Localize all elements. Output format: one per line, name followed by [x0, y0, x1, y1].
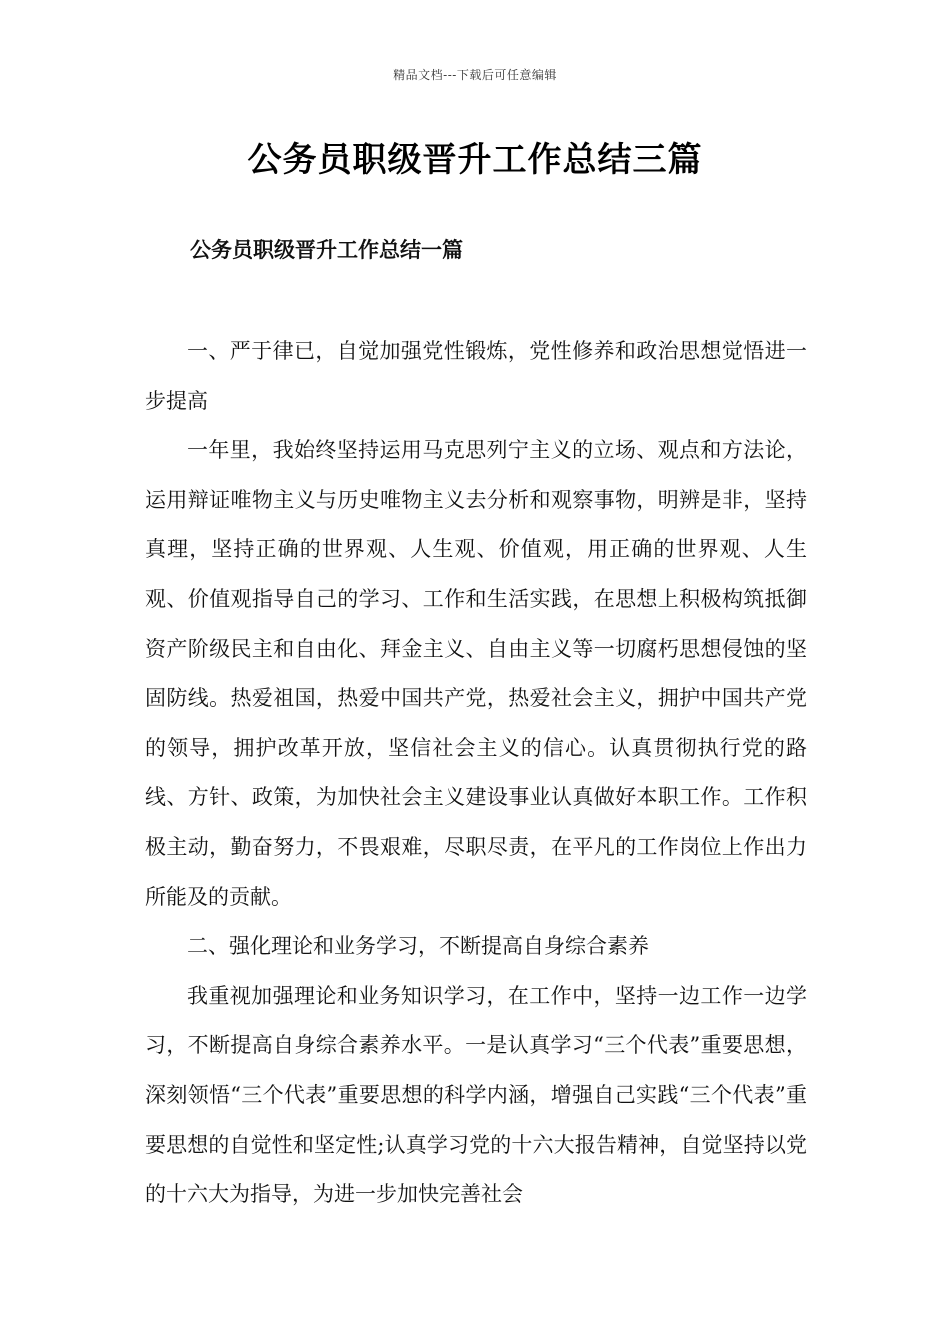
header-note: 精品文档---下载后可任意编辑: [393, 68, 557, 82]
document-title: 公务员职级晋升工作总结三篇: [247, 140, 703, 180]
body-paragraph-2: 我重视加强理论和业务知识学习，在工作中，坚持一边工作一边学习，不断提高自身综合素养水平。一是认真学习“三个代表”重要思想，深刻领悟“三个代表”重要思想的科学内涵，增强自己实践“三个代表”重要思想的自觉性和坚定性;认真学习党的十六大报告精神，自觉坚持以党的十六大为指导，为进一步加快完善社会: [145, 983, 807, 1207]
heading-paragraph-1: 一、严于律已，自觉加强党性锻炼，党性修养和政治思想觉悟进一步提高: [145, 339, 807, 413]
body-paragraph-1: 一年里，我始终坚持运用马克思列宁主义的立场、观点和方法论，运用辩证唯物主义与历史唯物主义去分析和观察事物，明辨是非，坚持真理，坚持正确的世界观、人生观、价值观，用正确的世界观、人生观、价值观指导自己的学习、工作和生活实践，在思想上积极构筑抵御资产阶级民主和自由化、拜金主义、自由主义等一切腐朽思想侵蚀的坚固防线。热爱祖国，热爱中国共产党，热爱社会主义，拥护中国共产党的领导，拥护改革开放，坚信社会主义的信心。认真贯彻执行党的路线、方针、政策，为加快社会主义建设事业认真做好本职工作。工作积极主动，勤奋努力，不畏艰难，尽职尽责，在平凡的工作岗位上作出力所能及的贡献。: [145, 438, 807, 909]
heading-paragraph-2: 二、强化理论和业务学习，不断提高自身综合素养: [187, 934, 649, 959]
document-body: [145, 327, 807, 1220]
section-title: 公务员职级晋升工作总结一篇: [190, 237, 463, 262]
